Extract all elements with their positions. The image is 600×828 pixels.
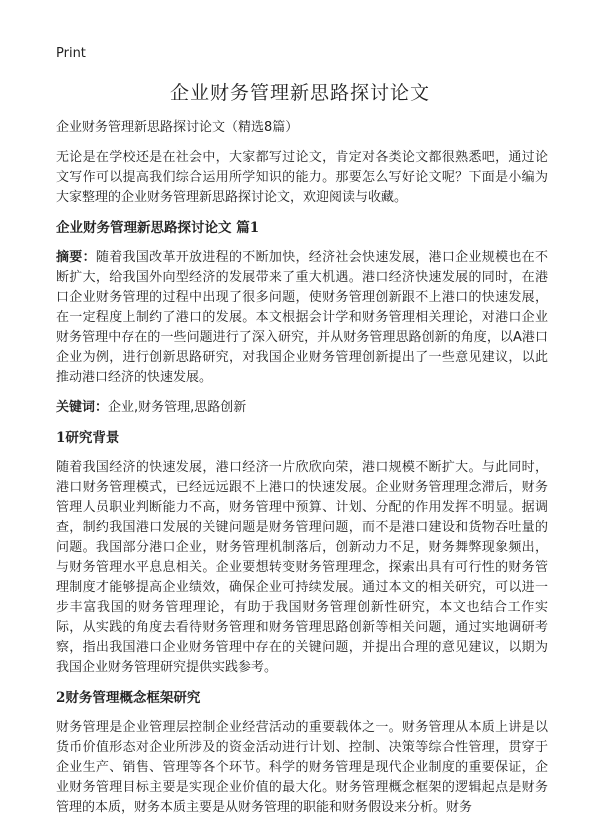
abstract-label: 摘要： bbox=[56, 250, 96, 265]
abstract-paragraph bbox=[56, 248, 548, 388]
section-heading-concept-framework: 2财务管理概念框架研究 bbox=[56, 690, 201, 706]
article-heading: 企业财务管理新思路探讨论文 篇1 bbox=[56, 220, 260, 236]
section-heading-research-background: 1研究背景 bbox=[56, 430, 120, 446]
document-body bbox=[56, 118, 548, 828]
keywords-paragraph bbox=[56, 398, 548, 418]
document-subtitle: 企业财务管理新思路探讨论文（精选8篇） bbox=[56, 120, 299, 135]
document-title: 企业财务管理新思路探讨论文 bbox=[169, 82, 430, 104]
section-paragraph-concept-framework: 财务管理是企业管理层控制企业经营活动的重要载体之一。财务管理从本质上讲是以货币价值形态对企业所涉及的资金活动进行计划、控制、决策等综合性管理，贯穿于企业生产、销售、管理等各个环节。科学的财务管理是现代企业制度的重要保证，企业财务管理目标主要是实现企业价值的最大化。财务管理概念框架的逻辑起点是财务管理的本质，财务本质主要是从财务管理的职能和财务假设来分析。财务 bbox=[56, 720, 548, 815]
keywords-text: 企业,财务管理,思路创新 bbox=[108, 400, 247, 415]
abstract-text: 随着我国改革开放进程的不断加快，经济社会快速发展，港口企业规模也在不断扩大，给我国外向型经济的发展带来了重大机遇。港口经济快速发展的同时，在港口企业财务管理的过程中出现了很多问题，使财务管理创新跟不上港口的快速发展，在一定程度上制约了港口的发展。本文根据会计学和财务管理相关理论，对港口企业财务管理中存在的一些问题进行了深入研究，并从财务管理思路创新的角度，以A港口企业为例，进行创新思路研究，对我国企业财务管理创新提出了一些意见建议，以此推动港口经济的快速发展。 bbox=[56, 250, 548, 385]
section-paragraph-research-background: 随着我国经济的快速发展，港口经济一片欣欣向荣，港口规模不断扩大。与此同时，港口财务管理模式，已经远远跟不上港口的快速发展。企业财务管理理念滞后，财务管理人员职业判断能力不高，财务管理中预算、计划、分配的作用发挥不明显。据调查，制约我国港口发展的关键问题是财务管理问题，而不是港口建设和货物吞吐量的问题。我国部分港口企业，财务管理机制落后，创新动力不足，财务舞弊现象频出，与财务管理水平息息相关。企业要想转变财务管理理念，探索出具有可行性的财务管理制度才能够提高企业绩效，确保企业可持续发展。通过本文的相关研究，可以进一步丰富我国的财务管理理论，有助于我国财务管理创新性研究，本文也结合工作实际，从实践的角度去看待财务管理和财务管理思路创新等相关问题，通过实地调研考察，指出我国港口企业财务管理中存在的关键问题，并提出合理的意见建议，以期为我国企业财务管理研究提供实践参考。 bbox=[56, 460, 548, 675]
print-link[interactable]: Print bbox=[56, 46, 86, 61]
intro-paragraph: 无论是在学校还是在社会中，大家都写过论文，肯定对各类论文都很熟悉吧，通过论文写作可以提高我们综合运用所学知识的能力。那要怎么写好论文呢？下面是小编为大家整理的企业财务管理新思路探讨论文，欢迎阅读与收藏。 bbox=[56, 150, 548, 205]
keywords-label: 关键词： bbox=[56, 400, 109, 415]
